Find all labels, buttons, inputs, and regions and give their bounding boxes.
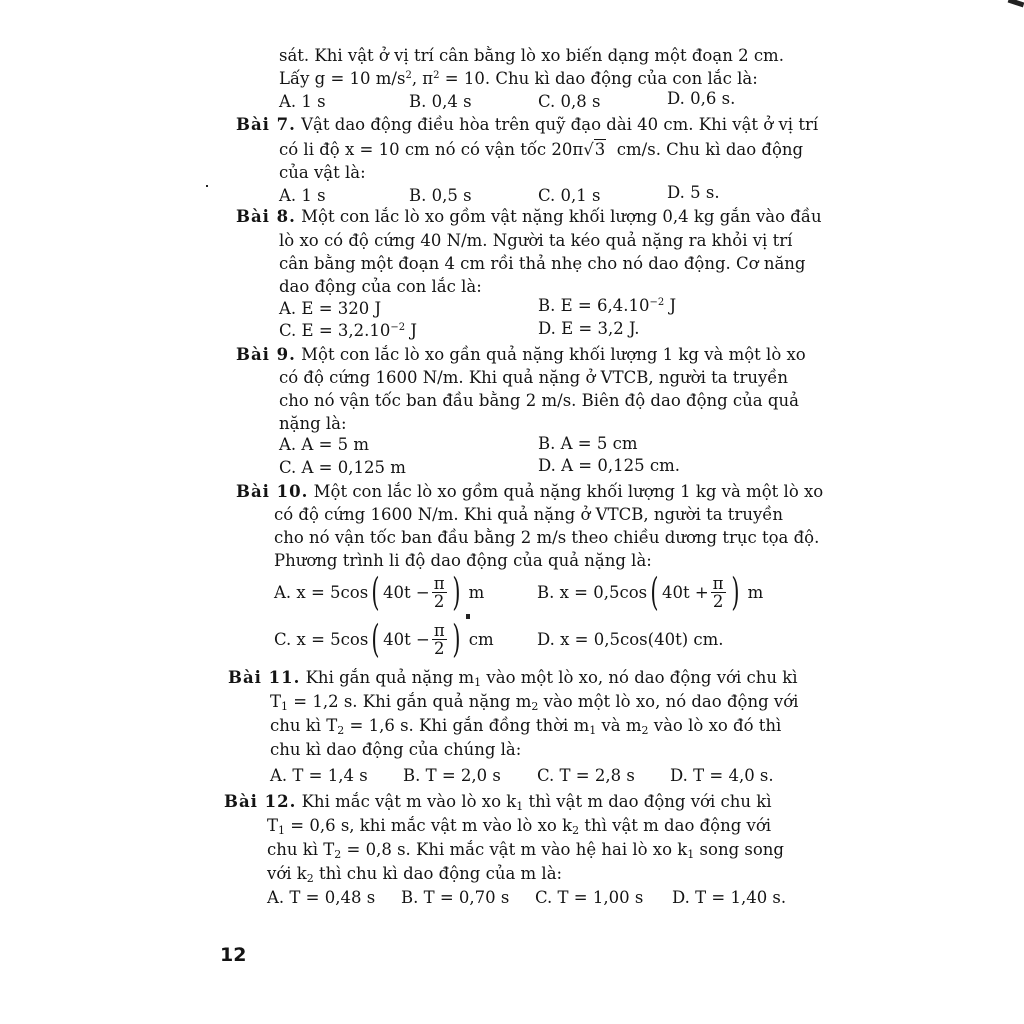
option-d: D. T = 4,0 s. bbox=[670, 766, 774, 785]
problem-label: Bài 9. bbox=[236, 345, 296, 364]
text-line: chu kì dao động của chúng là: bbox=[270, 740, 522, 759]
text-line: cho nó vận tốc ban đầu bằng 2 m/s. Biên độ dao động của quả bbox=[279, 391, 799, 410]
option-a: A. T = 0,48 s bbox=[267, 888, 376, 907]
scan-mark-top-right bbox=[1008, 0, 1024, 7]
problem-10: Bài 10. Một con lắc lò xo gồm quả nặng khối lượng 1 kg và một lò xo bbox=[236, 482, 824, 501]
option-a-equation: A. x = 5cos ( 40t − $\frac{\pi}{2}$ ) m bbox=[274, 570, 485, 614]
option-d: D. x = 0,5cos(40t) cm. bbox=[537, 630, 724, 649]
text-line: cân bằng một đoạn 4 cm rồi thả nhẹ cho nó dao động. Cơ năng bbox=[279, 254, 806, 273]
option-b: B. 0,4 s bbox=[409, 92, 472, 111]
text-line: Phương trình li độ dao động của quả nặng là: bbox=[274, 551, 652, 570]
problem-8: Bài 8. Một con lắc lò xo gồm vật nặng khối lượng 0,4 kg gắn vào đầu bbox=[236, 207, 822, 226]
text-line: dao động của con lắc là: bbox=[279, 277, 482, 296]
problem-label: Bài 8. bbox=[236, 207, 296, 226]
problem-label: Bài 7. bbox=[236, 115, 296, 134]
option-b: B. $E = 6,4.10^{-2}$ J bbox=[538, 296, 677, 315]
fraction: $\frac{\pi}{2}$ bbox=[712, 573, 724, 611]
text-line: có độ cứng 1600 N/m. Khi quả nặng ở VTCB, người ta truyền bbox=[274, 505, 784, 524]
scan-dot bbox=[206, 185, 208, 187]
page-number: 12 bbox=[220, 944, 247, 966]
option-b: B. T = 2,0 s bbox=[403, 766, 501, 785]
option-d: D. 5 s. bbox=[667, 183, 720, 202]
text-line: chu kì $T_2 = 0,8$ s. Khi mắc vật m vào hệ hai lò xo $k_1$ song song bbox=[267, 840, 784, 861]
problem-7: Bài 7. Vật dao động điều hòa trên quỹ đạo dài 40 cm. Khi vật ở vị trí bbox=[236, 115, 819, 134]
option-a: A. E = 320 J bbox=[279, 299, 382, 318]
option-d: D. A = 0,125 cm. bbox=[538, 456, 680, 475]
option-d: D. E = 3,2 J. bbox=[538, 319, 640, 338]
option-b-equation: B. x = 0,5cos ( 40t + $\frac{\pi}{2}$ ) m bbox=[537, 570, 764, 614]
problem-9: Bài 9. Một con lắc lò xo gần quả nặng khối lượng 1 kg và một lò xo bbox=[236, 345, 806, 364]
text-line: với $k_2$ thì chu kì dao động của m là: bbox=[267, 864, 563, 885]
text-line: $T_1 = 0,6$ s, khi mắc vật m vào lò xo $k_2$ thì vật m dao động với bbox=[267, 816, 772, 837]
text-line: Lấy g = 10 $m/s^2$, $\pi^2 = 10$. Chu kì dao động của con lắc là: bbox=[279, 69, 758, 88]
text-line: của vật là: bbox=[279, 163, 366, 182]
option-b: B. T = 0,70 s bbox=[401, 888, 510, 907]
text-line: có li độ x = 10 cm nó có vận tốc 20π√3 cm/s. Chu kì dao động bbox=[279, 140, 804, 159]
option-c: C. A = 0,125 m bbox=[279, 458, 406, 477]
text-line: nặng là: bbox=[279, 414, 347, 433]
problem-label: Bài 10. bbox=[236, 482, 309, 501]
option-d: D. 0,6 s. bbox=[667, 89, 736, 108]
fraction: $\frac{\pi}{2}$ bbox=[433, 573, 445, 611]
option-c: C. 0,8 s bbox=[538, 92, 601, 111]
option-b: B. 0,5 s bbox=[409, 186, 472, 205]
option-a: A. 1 s bbox=[279, 186, 326, 205]
text-line: chu kì $T_2 = 1,6$ s. Khi gắn đồng thời $m_1$ và $m_2$ vào lò xo đó thì bbox=[270, 716, 782, 737]
text-line: có độ cứng 1600 N/m. Khi quả nặng ở VTCB, người ta truyền bbox=[279, 368, 789, 387]
text-line: lò xo có độ cứng 40 N/m. Người ta kéo quả nặng ra khỏi vị trí bbox=[279, 231, 793, 250]
text-line bbox=[279, 46, 784, 66]
option-c: C. T = 1,00 s bbox=[535, 888, 644, 907]
text-span: sát. Khi vật ở vị trí cân bằng lò xo biến dạng một đoạn 2 cm. bbox=[279, 46, 784, 65]
problem-11: Bài 11. Khi gắn quả nặng $m_1$ vào một lò xo, nó dao động với chu kì bbox=[228, 668, 798, 689]
problem-label: Bài 12. bbox=[224, 792, 297, 811]
option-b: B. A = 5 cm bbox=[538, 434, 638, 453]
problem-12: Bài 12. Khi mắc vật m vào lò xo $k_1$ thì vật m dao động với chu kì bbox=[224, 792, 772, 813]
text-line: cho nó vận tốc ban đầu bằng 2 m/s theo chiều dương trục tọa độ. bbox=[274, 528, 820, 547]
option-c: C. 0,1 s bbox=[538, 186, 601, 205]
option-d: D. T = 1,40 s. bbox=[672, 888, 787, 907]
option-a: A. A = 5 m bbox=[279, 435, 370, 454]
fraction: $\frac{\pi}{2}$ bbox=[433, 620, 445, 658]
option-c: C. $E = 3,2.10^{-2}$ J bbox=[279, 321, 417, 340]
option-a: A. T = 1,4 s bbox=[270, 766, 368, 785]
option-a: A. 1 s bbox=[279, 92, 326, 111]
option-c-equation: C. x = 5cos ( 40t − $\frac{\pi}{2}$ ) cm bbox=[274, 617, 494, 661]
text-line: $T_1 = 1,2$ s. Khi gắn quả nặng $m_2$ vào một lò xo, nó dao động với bbox=[270, 692, 799, 713]
problem-label: Bài 11. bbox=[228, 668, 301, 687]
option-c: C. T = 2,8 s bbox=[537, 766, 635, 785]
